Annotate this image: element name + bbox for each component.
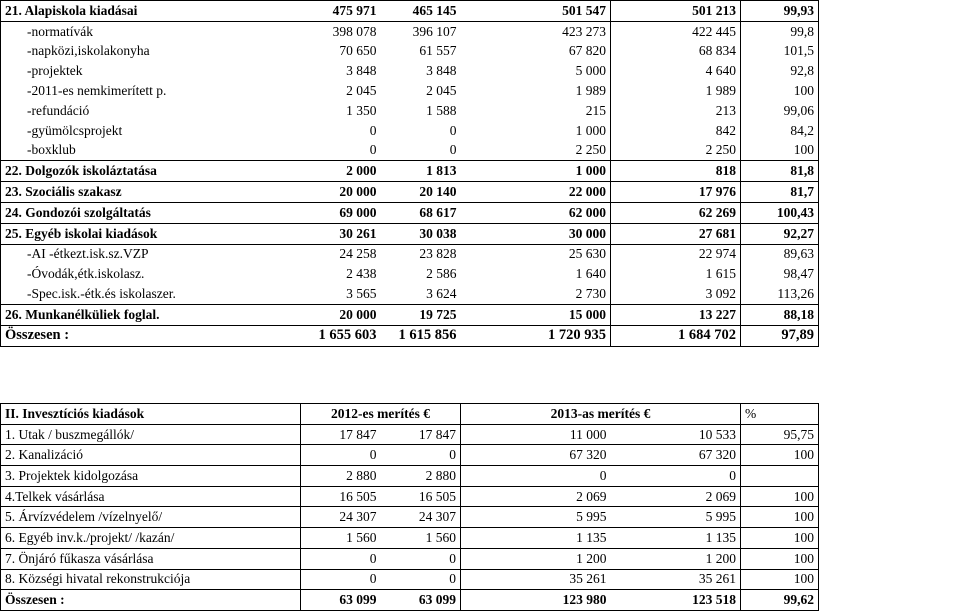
cell-col2: 2 586 xyxy=(426,266,457,282)
cell-col3: 2 250 xyxy=(461,141,611,161)
cell-col3: 2 069 xyxy=(461,486,611,507)
cell-col2: 0 xyxy=(449,122,457,138)
cell-col4: 422 445 xyxy=(611,21,741,41)
cell-col4: 213 xyxy=(611,101,741,121)
table-row xyxy=(1,424,819,445)
cell-percent: 97,89 xyxy=(741,325,819,346)
cell-col2: 0 xyxy=(381,445,461,466)
cell-col1: 24 307 xyxy=(301,507,381,528)
table-row xyxy=(1,486,819,507)
row-label: 22. Dolgozók iskoláztatása xyxy=(1,161,301,182)
cell-col3: 423 273 xyxy=(562,23,606,39)
cell-col3: 67 820 xyxy=(568,43,606,59)
row-label: Összesen : xyxy=(1,590,301,611)
cell-col4: 35 261 xyxy=(611,569,741,590)
cell-col1: 1 350 xyxy=(346,102,377,118)
table-row xyxy=(1,101,819,121)
cell-percent: 100 xyxy=(741,569,819,590)
cell-col1: 3 848 xyxy=(346,63,377,79)
table-row xyxy=(1,548,819,569)
row-label: -napközi,iskolakonyha xyxy=(1,42,301,62)
cell-col4: 1 684 702 xyxy=(611,325,741,346)
cell-col3: 1 000 xyxy=(575,122,606,138)
cell-percent: 100 xyxy=(741,141,819,161)
row-label: 23. Szociális szakasz xyxy=(1,182,301,203)
table-row xyxy=(1,284,819,304)
cell-col1: 1 655 603 xyxy=(301,325,381,346)
cell-percent: 113,26 xyxy=(741,284,819,304)
cell-percent: 99,93 xyxy=(741,1,819,22)
row-label: -refundáció xyxy=(1,101,301,121)
row-label: -Óvodák,étk.iskolasz. xyxy=(1,264,301,284)
table-row xyxy=(1,466,819,487)
cell-percent: 81,8 xyxy=(741,161,819,182)
table-row xyxy=(1,507,819,528)
cell-col2: 2 045 xyxy=(426,83,457,99)
table-row xyxy=(1,528,819,549)
cell-col3: 62 000 xyxy=(461,202,611,223)
cell-col3: 1 200 xyxy=(461,548,611,569)
cell-col2: 20 140 xyxy=(381,182,461,203)
cell-col4: 1 989 xyxy=(611,81,741,101)
cell-percent: 89,63 xyxy=(741,244,819,264)
cell-col1: 3 565 xyxy=(301,284,381,304)
cell-percent: 100,43 xyxy=(741,202,819,223)
table-row xyxy=(1,445,819,466)
cell-col4: 842 xyxy=(611,121,741,141)
cell-col3: 1 135 xyxy=(461,528,611,549)
table-row xyxy=(1,21,819,41)
header-percent: % xyxy=(741,404,819,425)
cell-col1: 16 505 xyxy=(301,486,381,507)
cell-col3: 5 995 xyxy=(461,507,611,528)
cell-col1: 2 000 xyxy=(301,161,381,182)
cell-col4: 68 834 xyxy=(611,42,741,62)
cell-col3: 5 000 xyxy=(575,63,606,79)
cell-col4: 67 320 xyxy=(611,445,741,466)
cell-col2: 17 847 xyxy=(381,424,461,445)
cell-col2: 24 307 xyxy=(381,507,461,528)
row-label: 7. Önjáró fűkasza vásárlása xyxy=(1,548,301,569)
table-row xyxy=(1,161,819,182)
row-label: 5. Árvízvédelem /vízelnyelő/ xyxy=(1,507,301,528)
row-label: 4.Telkek vásárlása xyxy=(1,486,301,507)
investment-table xyxy=(0,403,819,611)
cell-col4: 3 092 xyxy=(611,284,741,304)
cell-percent: 81,7 xyxy=(741,182,819,203)
cell-col4: 62 269 xyxy=(611,202,741,223)
expenditure-table xyxy=(0,0,819,347)
cell-col3: 0 xyxy=(461,466,611,487)
row-label: 25. Egyéb iskolai kiadások xyxy=(1,223,301,244)
cell-col3: 35 261 xyxy=(461,569,611,590)
row-label: -2011-es nemkimerített p. xyxy=(1,81,301,101)
table-row xyxy=(1,141,819,161)
cell-percent: 101,5 xyxy=(741,42,819,62)
cell-col1: 0 xyxy=(301,141,381,161)
row-label: -boxklub xyxy=(1,141,301,161)
cell-percent: 88,18 xyxy=(741,304,819,325)
cell-col3: 11 000 xyxy=(461,424,611,445)
table-row xyxy=(1,182,819,203)
cell-col3: 30 000 xyxy=(461,223,611,244)
cell-col3: 15 000 xyxy=(461,304,611,325)
cell-col2: 23 828 xyxy=(419,246,457,262)
investment-section-title: II. Invesztíciós kiadások xyxy=(1,404,301,425)
table-row xyxy=(1,42,819,62)
table-row xyxy=(1,569,819,590)
cell-col4: 501 213 xyxy=(611,1,741,22)
cell-col3: 25 630 xyxy=(568,246,606,262)
cell-col4: 13 227 xyxy=(611,304,741,325)
cell-col2: 0 xyxy=(381,548,461,569)
cell-col1: 30 261 xyxy=(301,223,381,244)
row-label: -AI -étkezt.isk.sz.VZP xyxy=(1,244,301,264)
cell-col1: 0 xyxy=(369,122,377,138)
table-row xyxy=(1,61,819,81)
cell-col1: 20 000 xyxy=(301,304,381,325)
cell-col4: 1 200 xyxy=(611,548,741,569)
row-label: 6. Egyéb inv.k./projekt/ /kazán/ xyxy=(1,528,301,549)
cell-col2: 0 xyxy=(381,141,461,161)
row-label: -normatívák xyxy=(1,21,301,41)
cell-col1: 17 847 xyxy=(301,424,381,445)
table-row xyxy=(1,223,819,244)
cell-col4: 0 xyxy=(611,466,741,487)
cell-col1: 69 000 xyxy=(301,202,381,223)
cell-col2: 30 038 xyxy=(381,223,461,244)
cell-col4: 1 135 xyxy=(611,528,741,549)
cell-percent: 92,8 xyxy=(741,61,819,81)
row-label: -Spec.isk.-étk.és iskolaszer. xyxy=(1,284,301,304)
cell-col4: 4 640 xyxy=(611,61,741,81)
cell-col1: 63 099 xyxy=(301,590,381,611)
row-label: 21. Alapiskola kiadásai xyxy=(1,1,301,22)
cell-col2: 3 624 xyxy=(381,284,461,304)
cell-col4: 1 615 xyxy=(611,264,741,284)
cell-col1: 2 880 xyxy=(301,466,381,487)
cell-percent: 99,62 xyxy=(741,590,819,611)
cell-col2: 3 848 xyxy=(426,63,457,79)
cell-percent: 100 xyxy=(741,507,819,528)
cell-col3: 1 989 xyxy=(575,83,606,99)
cell-col2: 68 617 xyxy=(381,202,461,223)
table-row xyxy=(1,121,819,141)
table-row xyxy=(1,202,819,223)
cell-col4: 2 069 xyxy=(611,486,741,507)
cell-percent: 95,75 xyxy=(741,424,819,445)
cell-col1: 475 971 xyxy=(301,1,381,22)
table-row xyxy=(1,304,819,325)
cell-percent: 100 xyxy=(741,81,819,101)
cell-col1: 0 xyxy=(301,548,381,569)
cell-col4: 27 681 xyxy=(611,223,741,244)
cell-percent: 99,06 xyxy=(741,101,819,121)
cell-percent: 100 xyxy=(741,548,819,569)
cell-col4: 123 518 xyxy=(611,590,741,611)
cell-col3: 1 720 935 xyxy=(461,325,611,346)
header-2012: 2012-es merítés € xyxy=(301,404,461,425)
cell-percent: 100 xyxy=(741,445,819,466)
table-row xyxy=(1,264,819,284)
cell-col3: 1 640 xyxy=(575,266,606,282)
cell-col3: 215 xyxy=(585,102,606,118)
row-label: 8. Községi hivatal rekonstrukciója xyxy=(1,569,301,590)
total-row xyxy=(1,590,819,611)
table-row xyxy=(1,244,819,264)
cell-col1: 70 650 xyxy=(339,43,377,59)
cell-col2: 396 107 xyxy=(412,23,457,39)
cell-col3: 123 980 xyxy=(461,590,611,611)
row-label: 1. Utak / buszmegállók/ xyxy=(1,424,301,445)
table-row xyxy=(1,325,819,346)
cell-col2: 1 615 856 xyxy=(381,325,461,346)
cell-col4: 17 976 xyxy=(611,182,741,203)
cell-col3: 1 000 xyxy=(461,161,611,182)
cell-col3: 22 000 xyxy=(461,182,611,203)
cell-col2: 0 xyxy=(381,569,461,590)
cell-col2: 61 557 xyxy=(419,43,457,59)
cell-col3: 2 730 xyxy=(461,284,611,304)
cell-percent: 100 xyxy=(741,486,819,507)
cell-col4: 22 974 xyxy=(611,244,741,264)
cell-col1: 398 078 xyxy=(332,23,377,39)
cell-col1: 24 258 xyxy=(339,246,377,262)
row-label: -gyümölcsprojekt xyxy=(1,121,301,141)
cell-col1: 1 560 xyxy=(301,528,381,549)
cell-col4: 2 250 xyxy=(611,141,741,161)
cell-col1: 20 000 xyxy=(301,182,381,203)
cell-col2: 1 813 xyxy=(381,161,461,182)
cell-percent: 84,2 xyxy=(741,121,819,141)
cell-col1: 0 xyxy=(301,569,381,590)
table-row xyxy=(1,81,819,101)
cell-col3: 501 547 xyxy=(461,1,611,22)
cell-col1: 0 xyxy=(301,445,381,466)
table-row xyxy=(1,1,819,22)
row-label: Összesen : xyxy=(1,325,301,346)
row-label: 26. Munkanélküliek foglal. xyxy=(1,304,301,325)
cell-col2: 16 505 xyxy=(381,486,461,507)
cell-col4: 5 995 xyxy=(611,507,741,528)
row-label: 24. Gondozói szolgáltatás xyxy=(1,202,301,223)
cell-col2: 1 560 xyxy=(381,528,461,549)
cell-col1: 2 045 xyxy=(346,83,377,99)
investment-header-row xyxy=(1,404,819,425)
cell-col4: 10 533 xyxy=(611,424,741,445)
header-2013: 2013-as merítés € xyxy=(461,404,741,425)
row-label: 3. Projektek kidolgozása xyxy=(1,466,301,487)
row-label: -projektek xyxy=(1,61,301,81)
cell-percent: 98,47 xyxy=(741,264,819,284)
cell-col1: 2 438 xyxy=(346,266,377,282)
cell-percent: 99,8 xyxy=(741,21,819,41)
cell-percent xyxy=(741,466,819,487)
cell-percent: 100 xyxy=(741,528,819,549)
cell-col2: 465 145 xyxy=(381,1,461,22)
row-label: 2. Kanalizáció xyxy=(1,445,301,466)
cell-col3: 67 320 xyxy=(461,445,611,466)
cell-col4: 818 xyxy=(611,161,741,182)
cell-percent: 92,27 xyxy=(741,223,819,244)
cell-col2: 63 099 xyxy=(381,590,461,611)
cell-col2: 2 880 xyxy=(381,466,461,487)
cell-col2: 1 588 xyxy=(426,102,457,118)
cell-col2: 19 725 xyxy=(381,304,461,325)
